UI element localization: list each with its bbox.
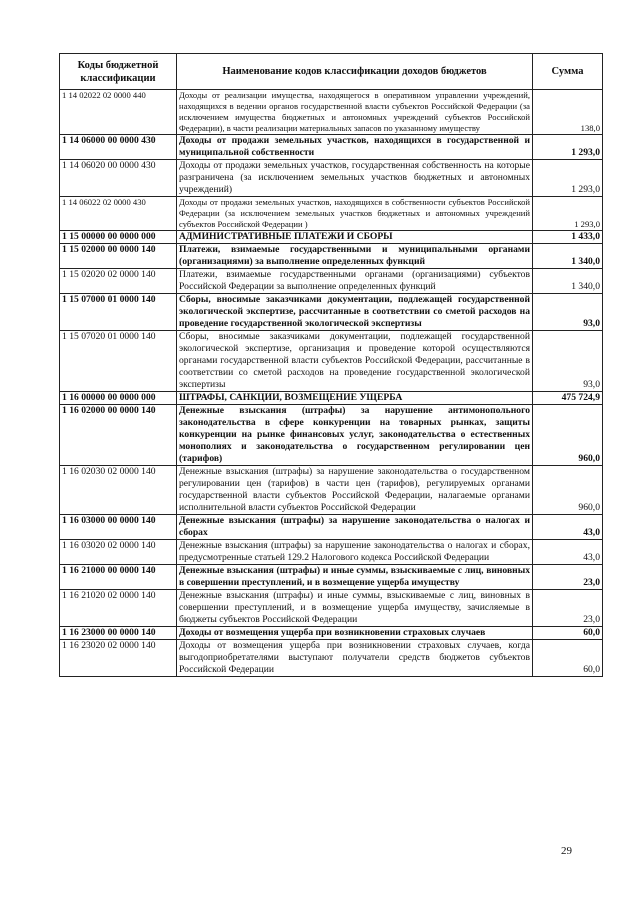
row-sum: 60,0 xyxy=(533,627,603,640)
header-code: Коды бюджетной классификации xyxy=(60,54,177,90)
row-code: 1 15 02020 02 0000 140 xyxy=(60,269,177,294)
row-code: 1 16 02030 02 0000 140 xyxy=(60,466,177,515)
row-code: 1 16 03000 00 0000 140 xyxy=(60,515,177,540)
row-name: Платежи, взимаемые государственными органами (организациями) субъектов Российской Федерации за выполнение определенных функций xyxy=(177,269,533,294)
row-sum: 1 433,0 xyxy=(533,231,603,244)
row-sum: 60,0 xyxy=(533,640,603,677)
row-sum: 960,0 xyxy=(533,466,603,515)
row-name: Денежные взыскания (штрафы) и иные суммы, взыскиваемые с лиц, виновных в совершении преступлений, и в возмещение ущерба имуществу, зачисляемые в бюджеты субъектов Российской Федерации xyxy=(177,590,533,627)
row-code: 1 16 21020 02 0000 140 xyxy=(60,590,177,627)
table-row xyxy=(60,197,603,231)
budget-table-page xyxy=(59,53,603,677)
revenue-classification-table xyxy=(59,53,603,677)
row-sum: 475 724,9 xyxy=(533,392,603,405)
table-row xyxy=(60,515,603,540)
row-name: Доходы от продажи земельных участков, находящихся в собственности субъектов Российской Федерации (за исключением земельных участков бюджетных и автономных учреждений субъектов Российской Федерации ) xyxy=(177,197,533,231)
row-name: Денежные взыскания (штрафы) за нарушение антимонопольного законодательства в сфере конкуренции на товарных рынках, защиты конкуренции на рынке финансовых услуг, законодательства о естественных монополиях и законодательства о государственном регулировании цен (тарифов) xyxy=(177,405,533,466)
row-name: Доходы от продажи земельных участков, государственная собственность на которые разграничена (за исключением земельных участков бюджетных и автономных учреждений) xyxy=(177,160,533,197)
header-sum: Сумма xyxy=(533,54,603,90)
row-sum: 43,0 xyxy=(533,515,603,540)
row-sum: 1 293,0 xyxy=(533,160,603,197)
table-body xyxy=(60,90,603,677)
table-row xyxy=(60,244,603,269)
table-row xyxy=(60,565,603,590)
row-code: 1 15 02000 00 0000 140 xyxy=(60,244,177,269)
row-name: Денежные взыскания (штрафы) за нарушение законодательства о государственном регулировании цен (тарифов) в части цен (тарифов), регулируемых органами государственной власти субъектов Российской Федерации, налагаемые органами исполнительной власти субъектов Российской Федерации xyxy=(177,466,533,515)
row-sum: 138,0 xyxy=(533,90,603,135)
table-row xyxy=(60,135,603,160)
row-code: 1 16 02000 00 0000 140 xyxy=(60,405,177,466)
row-code: 1 15 00000 00 0000 000 xyxy=(60,231,177,244)
row-code: 1 16 21000 00 0000 140 xyxy=(60,565,177,590)
row-name: Сборы, вносимые заказчиками документации, подлежащей государственной экологической экспертизе, рассчитанные в соответствии со сметой расходов на проведение государственной экологической экспертизы xyxy=(177,294,533,331)
row-sum: 93,0 xyxy=(533,294,603,331)
row-name: Денежные взыскания (штрафы) за нарушение законодательства о налогах и сборах xyxy=(177,515,533,540)
table-row xyxy=(60,627,603,640)
row-name: Платежи, взимаемые государственными и муниципальными органами (организациями) за выполнение определенных функций xyxy=(177,244,533,269)
row-code: 1 16 00000 00 0000 000 xyxy=(60,392,177,405)
row-sum: 1 293,0 xyxy=(533,135,603,160)
table-row xyxy=(60,90,603,135)
row-code: 1 15 07000 01 0000 140 xyxy=(60,294,177,331)
table-row xyxy=(60,640,603,677)
row-name: Доходы от возмещения ущерба при возникновении страховых случаев xyxy=(177,627,533,640)
row-code: 1 14 06000 00 0000 430 xyxy=(60,135,177,160)
table-row xyxy=(60,294,603,331)
row-name: АДМИНИСТРАТИВНЫЕ ПЛАТЕЖИ И СБОРЫ xyxy=(177,231,533,244)
row-code: 1 16 03020 02 0000 140 xyxy=(60,540,177,565)
table-row xyxy=(60,331,603,392)
row-sum: 43,0 xyxy=(533,540,603,565)
table-row xyxy=(60,405,603,466)
row-code: 1 14 02022 02 0000 440 xyxy=(60,90,177,135)
row-sum: 23,0 xyxy=(533,590,603,627)
row-name: Сборы, вносимые заказчиками документации, подлежащей государственной экологической экспертизе, организация и проведение которой осуществляются органами государственной власти субъектов Российской Федерации, рассчитанные в соответствии со сметой расходов на проведение государственной экологической экспертизы xyxy=(177,331,533,392)
row-name: Доходы от возмещения ущерба при возникновении страховых случаев, когда выгодоприобретателями выступают получатели средств бюджетов субъектов Российской Федерации xyxy=(177,640,533,677)
row-name: Денежные взыскания (штрафы) за нарушение законодательства о налогах и сборах, предусмотренные статьей 129.2 Налогового кодекса Российской Федерации xyxy=(177,540,533,565)
table-row xyxy=(60,392,603,405)
row-code: 1 14 06020 00 0000 430 xyxy=(60,160,177,197)
row-name: ШТРАФЫ, САНКЦИИ, ВОЗМЕЩЕНИЕ УЩЕРБА xyxy=(177,392,533,405)
row-sum: 960,0 xyxy=(533,405,603,466)
row-code: 1 16 23020 02 0000 140 xyxy=(60,640,177,677)
table-row xyxy=(60,231,603,244)
table-row xyxy=(60,590,603,627)
row-sum: 1 340,0 xyxy=(533,244,603,269)
row-code: 1 15 07020 01 0000 140 xyxy=(60,331,177,392)
row-name: Денежные взыскания (штрафы) и иные суммы, взыскиваемые с лиц, виновных в совершении преступлений, и в возмещение ущерба имуществу xyxy=(177,565,533,590)
row-sum: 93,0 xyxy=(533,331,603,392)
table-row xyxy=(60,540,603,565)
header-name: Наименование кодов классификации доходов бюджетов xyxy=(177,54,533,90)
row-sum: 1 340,0 xyxy=(533,269,603,294)
table-row xyxy=(60,466,603,515)
row-code: 1 16 23000 00 0000 140 xyxy=(60,627,177,640)
row-sum: 1 293,0 xyxy=(533,197,603,231)
row-code: 1 14 06022 02 0000 430 xyxy=(60,197,177,231)
row-name: Доходы от продажи земельных участков, находящихся в государственной и муниципальной собственности xyxy=(177,135,533,160)
row-name: Доходы от реализации имущества, находящегося в оперативном управлении учреждений, находящихся в ведении органов государственной власти субъектов Российской Федерации (за исключением имущества бюджетных и автономных учреждений субъектов Российской Федерации), в части реализации материальных запасов по указанному имуществу xyxy=(177,90,533,135)
table-row xyxy=(60,160,603,197)
page-number: 29 xyxy=(561,845,572,857)
table-row xyxy=(60,269,603,294)
table-header-row xyxy=(60,54,603,90)
row-sum: 23,0 xyxy=(533,565,603,590)
